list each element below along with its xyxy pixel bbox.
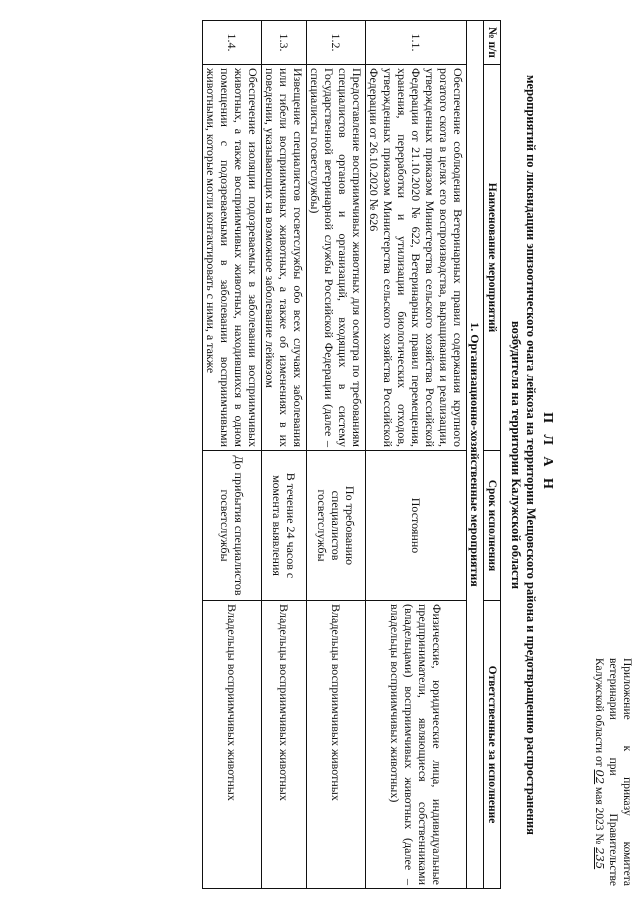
row-responsible: Владельцы восприимчивых животных	[262, 601, 307, 889]
appendix-number: 235	[593, 847, 607, 870]
row-num: 1.2.	[307, 21, 366, 65]
row-name: Извещение специалистов госветслужбы обо всех случаях заболевания или гибели восприимчивых животных, а также об изменениях в их поведении, указывающих на возможное заболевание лейкозом	[262, 65, 307, 451]
row-term: По требованию специалистов госветслужбы	[307, 451, 366, 601]
header-term: Срок исполнения	[484, 451, 501, 601]
table-row	[366, 21, 467, 889]
row-name: Предоставление восприимчивых животных для осмотра по требованиям специалистов органов и организаций, входящих в систему Государственной ветеринарной службы Российской Федерации (далее – специалисты госветслужбы)	[307, 65, 366, 451]
appendix-month: мая 2023 №	[593, 787, 605, 845]
appendix-order: приказу	[621, 777, 633, 816]
appendix-committee: комитета	[621, 841, 633, 886]
appendix-region: Калужской области от	[593, 658, 605, 767]
row-num: 1.3.	[262, 21, 307, 65]
plan-title: П Л А Н	[540, 412, 555, 493]
appendix-veterinary: ветеринарии	[607, 658, 620, 720]
row-term: Постоянно	[366, 451, 467, 601]
header-num: № п/п	[484, 21, 501, 65]
header-name: Наименование мероприятий	[484, 65, 501, 451]
appendix-day: 02	[593, 769, 607, 785]
appendix-pri: при	[607, 757, 620, 776]
table-header-row	[484, 21, 501, 889]
table-row	[203, 21, 262, 889]
row-term: В течение 24 часов с момента выявления	[262, 451, 307, 601]
header-responsible: Ответственные за исполнение	[484, 601, 501, 889]
row-num: 1.1.	[366, 21, 467, 65]
row-name: Обеспечение соблюдения Ветеринарных правил содержания крупного рогатого скота в целях его воспроизводства, выращивания и реализации, утвержденных приказом Министерства сельского хозяйства Российской Федерации от 21.10.2020 № 622, Ветеринарных правил перемещения, хранения, переработки и утилизации биологических отходов, утвержденных приказом Министерства сельского хозяйства Российской Федерации от 26.10.2020 № 626	[366, 65, 467, 451]
appendix-k: к	[621, 745, 633, 752]
row-responsible: Физические, юридические лица, индивидуальные предприниматели, являющиеся собственниками (владельцами) восприимчивых животных (далее – владельцы восприимчивых животных)	[366, 601, 467, 889]
table-row	[307, 21, 366, 889]
table-row	[262, 21, 307, 889]
row-name: Обеспечение изоляции подозреваемых в заболевании восприимчивых животных, а также восприимчивых животных, находившихся в одном помещении с подозреваемыми в заболевании восприимчивыми животными, которые могли контактировать с ними, а также	[203, 65, 262, 451]
row-responsible: Владельцы восприимчивых животных	[307, 601, 366, 889]
plan-subtitle: мероприятий по ликвидации эпизоотического очага лейкоза на территории Мещовского района и предотвращению распространения возбудителя на территории Калужской области	[509, 75, 538, 835]
appendix-government: Правительстве	[607, 813, 620, 886]
row-num: 1.4.	[203, 21, 262, 65]
measures-table	[202, 20, 501, 889]
appendix-note	[592, 658, 634, 886]
row-responsible: Владельцы восприимчивых животных	[203, 601, 262, 889]
section-title: 1. Организационно-хозяйственные мероприятия	[467, 21, 484, 889]
row-term: До прибытия специалистов госветслужбы	[203, 451, 262, 601]
section-row	[467, 21, 484, 889]
appendix-word: Приложение	[621, 658, 633, 720]
